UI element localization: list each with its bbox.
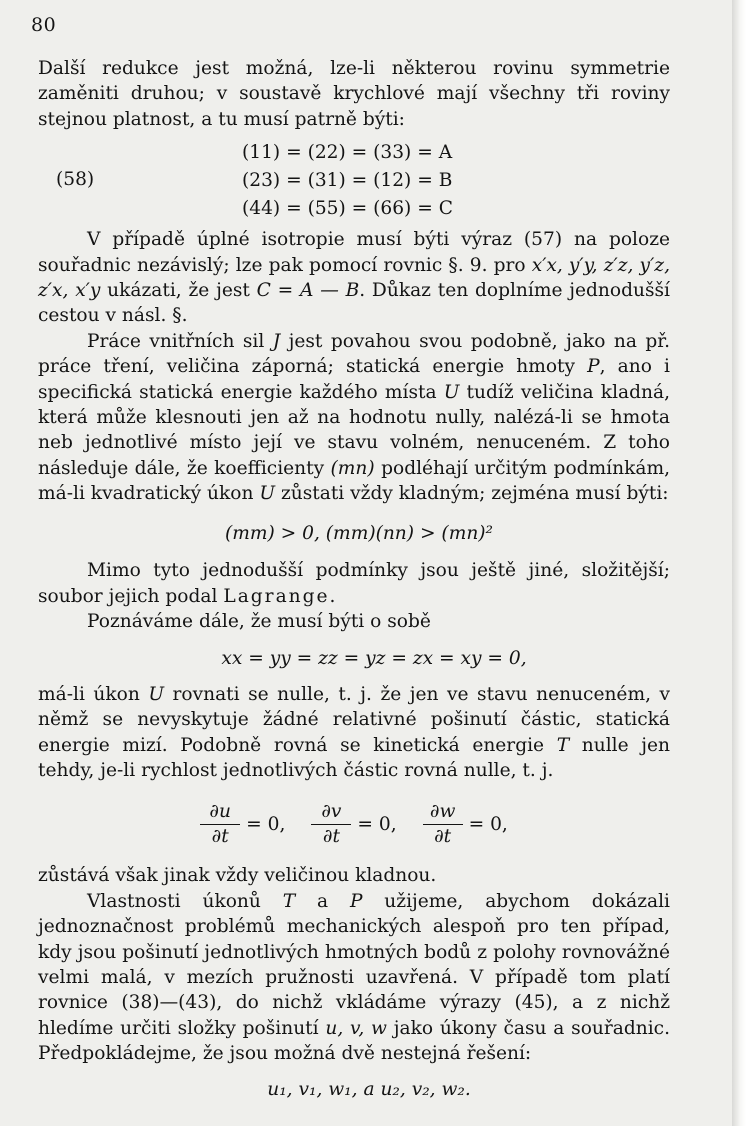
text-span: Mimo tyto jednodušší podmínky jsou ještě jiné, složitější; soubor jejich podal [38,560,670,607]
equation-label: (58) [56,169,95,191]
text-span: ukázati, že jest [100,280,257,302]
numerator: ∂w [429,800,456,822]
paragraph-5: Poznáváme dále, že musí býti o sobě [87,610,431,632]
text-span: a [295,890,350,912]
text-span: jako úkony času a souřadnic. Předpokládejme, že jsou možná dvě nestejná řešení: [38,1017,671,1065]
text-span: nulle jen tehdy, je-li rychlost jednotlivých částic rovná nulle, t. j. [38,734,670,781]
paragraph-2 [38,227,670,329]
math-vars: x′x, y′y, z′z, y′z, z′x, x′y [38,254,670,302]
math-var: P [587,356,600,378]
math-inequality: (mm) > 0, (mm)(nn) > (mn)² [224,522,494,544]
fraction [423,800,463,849]
equation-58 [38,139,670,223]
text-span: rovnati se nulle, t. j. že jen ve stavu nenuceném, v němž se nevyskytuje žádné relativné pošinutí částic, statická energie mizí. Podobně rovná se kinetická energie [38,683,670,756]
text-span: , ano i specifická statická energie každého místa [38,356,670,403]
page-number: 80 [31,14,57,36]
text-span: Vlastnosti úkonů [87,890,283,912]
paragraph-1: Další redukce jest možná, lze-li některou rovinu symmetrie zaměniti druhou; v soustavě krychlové mají všechny tři roviny stejnou platnost, a tu musí patrně býti: [38,58,670,130]
math-var: (mn) [330,457,375,479]
math-var: U [259,483,276,505]
equation-line: (44) = (55) = (66) = C [242,198,453,220]
page-text [38,56,670,1102]
equation-line: (23) = (31) = (12) = B [242,170,453,192]
fraction [311,800,351,849]
math-var: J [272,330,281,352]
paragraph-7: zůstává však jinak vždy veličinou kladnou. [38,865,437,887]
text-span: . Důkaz ten doplníme jednodušší cestou v násl. §. [38,280,670,327]
solutions-equation [38,1077,670,1102]
text-span: tudíž veličina kladná, která může klesnouti jen až na hodnotu nully, nalézá-li se hmota neb jednotlivé místo její ve stavu volném, nenuceném. Z toho následuje dále, že koefficienty [38,381,670,479]
derivative-v [311,800,396,849]
text-span: jest povahou svou podobně, jako na př. práce tření, veličina záporná; statická energie hmoty [38,330,670,378]
equation-rhs: = 0, [246,813,286,835]
text-span: užijeme, abychom dokázali jednoznačnost problémů mechanických alespoň pro ten případ, kdy jsou pošinutí jednotlivých hmotných bodů z polohy rovnovážné velmi malá, v mezích pružnosti uzavřená. V případě tom platí rovnice (38)—(43), do nichž vkládáme výrazy (45), a z nichž hledíme určiti složky pošinutí [38,890,670,1039]
text-span: zůstati vždy kladným; zejména musí býti: [275,483,669,505]
zero-equation [38,646,670,671]
text-span: Práce vnitřních sil [87,330,273,352]
math-vars: u, v, w [325,1017,387,1039]
page-edge [732,0,746,1126]
equation-line: (11) = (22) = (33) = A [242,142,453,164]
denominator: ∂t [434,825,452,847]
math-var: T [282,890,296,912]
derivative-u [200,800,285,849]
equation-rhs: = 0, [357,813,397,835]
paragraph-8 [38,889,670,1067]
math-solutions: u₁, v₁, w₁, a u₂, v₂, w₂. [267,1078,471,1100]
paragraph-6 [38,682,670,784]
equation-rhs: = 0, [468,813,508,835]
math-var: U [148,683,164,705]
equation-lines [242,139,453,223]
numerator: ∂u [209,800,231,822]
denominator: ∂t [211,825,229,847]
math-var: U [443,381,460,403]
text-span: V případě úplné isotropie musí býti výraz (57) na poloze souřadnic nezávislý; lze pak pomocí rovnic §. 9. pro [38,229,670,276]
math-eq: C = A — B [256,280,360,302]
derivative-w [423,800,508,849]
fraction [200,800,240,849]
text-span: . [329,585,336,607]
text-span: podléhají určitým podmínkám, má-li kvadratický úkon [38,457,670,505]
inequality [38,521,670,546]
derivative-equations [38,791,670,857]
text-span: má-li úkon [38,683,149,705]
paragraph-4 [38,558,670,609]
math-zero-equation: xx = yy = zz = yz = zx = xy = 0, [221,648,527,670]
author-name: Lagrange [223,585,330,607]
math-var: T [556,734,570,756]
math-var: P [349,890,363,912]
paragraph-3 [38,329,670,507]
denominator: ∂t [322,825,340,847]
numerator: ∂v [321,800,342,822]
